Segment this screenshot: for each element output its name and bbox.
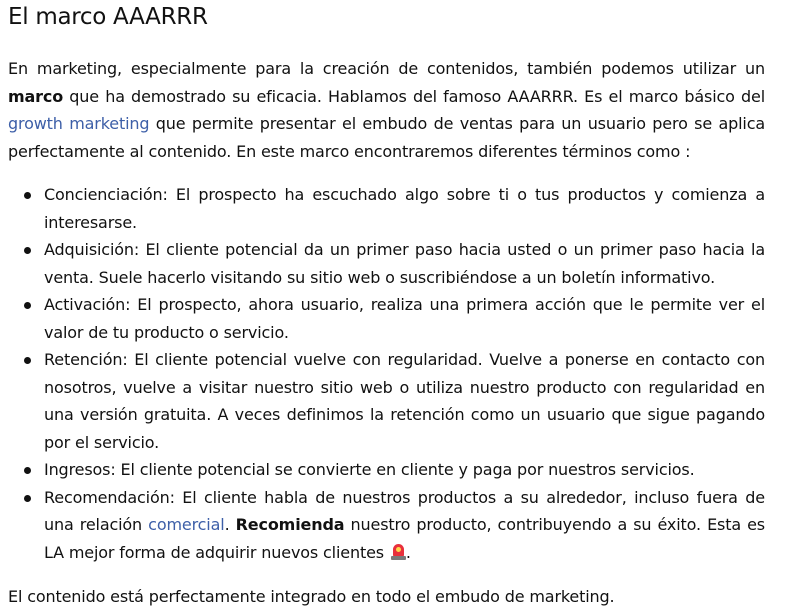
aaarrr-list bbox=[8, 181, 765, 566]
growth-marketing-link[interactable]: growth marketing bbox=[8, 114, 150, 133]
intro-bold-marco: marco bbox=[8, 86, 64, 106]
referral-text-3: nuestro producto, contribuyendo a su éxito. Esta es LA mejor forma de adquirir nuevos clientes bbox=[44, 515, 765, 562]
outro-paragraph: El contenido está perfectamente integrado en todo el embudo de marketing. bbox=[8, 587, 615, 606]
referral-text-4: . bbox=[405, 542, 411, 562]
referral-text-2: . bbox=[224, 515, 236, 534]
list-item-acquisition: Adquisición: El cliente potencial da un primer paso hacia usted o un primer paso hacia la venta. Suele hacerlo visitando su sitio web o suscribiéndose a un boletín informativo. bbox=[44, 236, 765, 291]
list-item-awareness: Concienciación: El prospecto ha escuchado algo sobre ti o tus productos y comienza a interesarse. bbox=[44, 181, 765, 236]
intro-text-2: que ha demostrado su eficacia. Hablamos del famoso AAARRR. Es el marco básico del bbox=[63, 86, 765, 106]
list-item-revenue: Ingresos: El cliente potencial se convierte en cliente y paga por nuestros servicios. bbox=[44, 456, 765, 484]
section-heading: El marco AAARRR bbox=[8, 4, 208, 30]
comercial-link[interactable]: comercial bbox=[148, 515, 225, 534]
siren-icon bbox=[391, 543, 406, 561]
intro-paragraph bbox=[8, 55, 765, 165]
intro-text-1: En marketing, especialmente para la creación de contenidos, también podemos utilizar un bbox=[8, 59, 765, 78]
list-item-retention: Retención: El cliente potencial vuelve con regularidad. Vuelve a ponerse en contacto con nosotros, vuelve a visitar nuestro sitio web o utiliza nuestro producto con regularidad en una versión gratuita. A veces definimos la retención como un usuario que sigue pagando por el servicio. bbox=[44, 346, 765, 456]
list-item-activation: Activación: El prospecto, ahora usuario, realiza una primera acción que le permite ver el valor de tu producto o servicio. bbox=[44, 291, 765, 346]
intro-text-3: que permite presentar el embudo de ventas para un usuario pero se aplica perfectamente al contenido. En este marco encontraremos diferentes términos como : bbox=[8, 114, 765, 161]
referral-text-1: Recomendación: El cliente habla de nuestros productos a su alrededor, incluso fuera de una relación bbox=[44, 487, 765, 534]
list-item-referral bbox=[44, 484, 765, 567]
referral-bold-recomienda: Recomienda bbox=[235, 515, 345, 534]
